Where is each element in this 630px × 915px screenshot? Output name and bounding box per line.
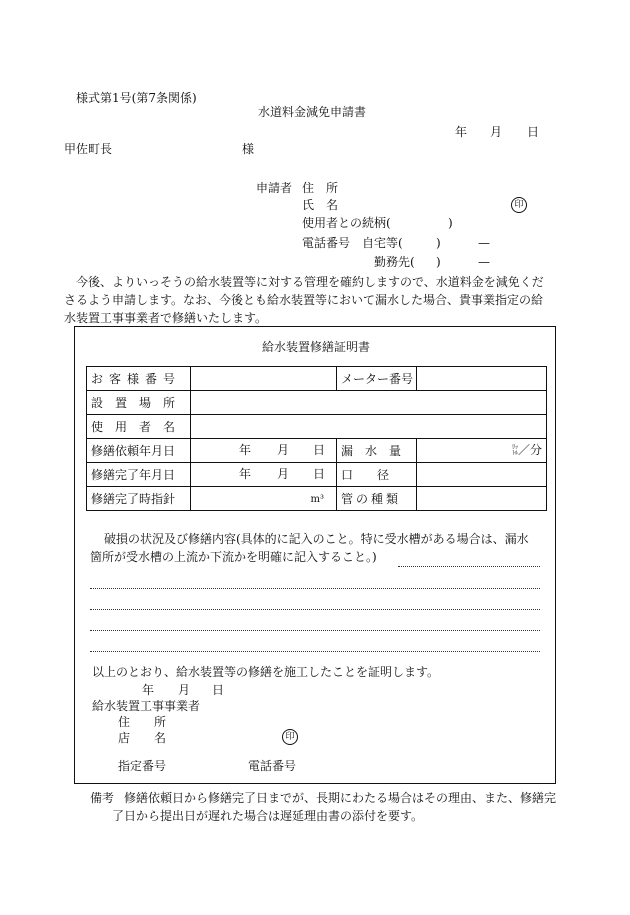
- customer-no-label: お客様番号: [87, 367, 191, 391]
- diameter-field[interactable]: [417, 463, 547, 487]
- pipe-type-label: 管の種類: [337, 487, 417, 511]
- damage-description-line-2: 箇所が受水槽の上流か下流かを明確に記入すること。): [90, 550, 377, 564]
- user-field[interactable]: [191, 415, 547, 439]
- contractor-phone-label: 電話番号: [248, 759, 297, 773]
- leak-amount-field[interactable]: [417, 439, 547, 463]
- contractor-label: 給水装置工事事業者: [92, 699, 201, 713]
- request-year: 年: [239, 442, 252, 457]
- body-line-1: 今後、よりいっそうの給水装置等に対する管理を確約しますので、水道料金を減免くだ: [76, 275, 544, 289]
- table-row: [87, 463, 547, 487]
- pipe-type-field[interactable]: [417, 487, 547, 511]
- cert-date-year: 年: [142, 683, 155, 697]
- unit-per-minute: ／分: [517, 443, 542, 458]
- complete-day: 日: [313, 466, 326, 481]
- meter-reading-field[interactable]: [191, 487, 337, 511]
- damage-write-line-2[interactable]: [90, 588, 540, 589]
- complete-date-label: 修繕完了年月日: [87, 463, 191, 487]
- repair-table: [86, 366, 547, 511]
- note-line-1: 修繕依頼日から修繕完了日までが、長期にわたる場合はその理由、また、修繕完: [124, 791, 557, 805]
- user-label: 使用者名: [87, 415, 191, 439]
- table-row: [87, 439, 547, 463]
- request-date-label: 修繕依頼年月日: [87, 439, 191, 463]
- body-line-3: 水装置工事事業者で修繕いたします。: [64, 311, 268, 325]
- work-dash: —: [478, 255, 490, 269]
- location-field[interactable]: [191, 391, 547, 415]
- table-row: [87, 367, 547, 391]
- contractor-seal-icon: 印: [282, 729, 298, 745]
- work-close: ): [436, 255, 441, 269]
- meter-no-label: メーター番号: [337, 367, 417, 391]
- damage-write-line-1[interactable]: [398, 566, 540, 567]
- request-date-field[interactable]: [191, 439, 337, 463]
- location-label: 設置場所: [87, 391, 191, 415]
- cert-date-day: 日: [212, 683, 225, 697]
- diameter-label: 口 径: [337, 463, 417, 487]
- table-row: [87, 415, 547, 439]
- body-line-2: さるよう申請します。なお、今後とも給水装置等において漏水した場合、貴事業指定の給: [64, 293, 544, 307]
- request-day: 日: [313, 442, 326, 457]
- customer-no-field[interactable]: [191, 367, 337, 391]
- table-row: [87, 391, 547, 415]
- designated-no-label: 指定番号: [118, 759, 167, 773]
- phone-label: 電話番号: [302, 236, 351, 250]
- page-title: 水道料金減免申請書: [258, 105, 367, 119]
- complete-month: 月: [277, 466, 290, 481]
- applicant-name-label: 氏 名: [302, 198, 339, 212]
- unit-cubic-meter: m³: [310, 494, 324, 505]
- home-dash: —: [478, 236, 490, 250]
- damage-write-line-3[interactable]: [90, 609, 540, 610]
- damage-description-line-1: 破損の状況及び修繕内容(具体的に記入のこと。特に受水槽がある場合は、漏水: [104, 532, 529, 546]
- applicant-address-label: 住 所: [302, 181, 339, 195]
- certificate-title: 給水装置修繕証明書: [262, 340, 371, 354]
- relation-open: 使用者との続柄(: [302, 216, 391, 230]
- date-day-label: 日: [527, 125, 540, 139]
- contractor-shop-label: 店 名: [118, 731, 167, 745]
- request-month: 月: [277, 442, 290, 457]
- applicant-label: 申請者: [256, 181, 293, 195]
- complete-date-field[interactable]: [191, 463, 337, 487]
- cert-date-month: 月: [178, 683, 191, 697]
- certification-statement: 以上のとおり、給水装置等の修繕を施工したことを証明します。: [92, 665, 440, 679]
- leak-amount-label: 漏 水 量: [337, 439, 417, 463]
- damage-write-line-5[interactable]: [90, 651, 540, 652]
- contractor-address-label: 住 所: [118, 715, 167, 729]
- unit-liter-bottom: ﾄﾙ: [511, 449, 518, 457]
- meter-reading-label: 修繕完了時指針: [87, 487, 191, 511]
- table-row: [87, 487, 547, 511]
- form-code: 様式第1号(第7条関係): [76, 91, 197, 105]
- relation-close: ): [448, 216, 453, 230]
- meter-no-field[interactable]: [417, 367, 547, 391]
- date-month-label: 月: [490, 125, 503, 139]
- seal-icon: 印: [511, 197, 527, 213]
- date-year-label: 年: [455, 125, 468, 139]
- complete-year: 年: [239, 466, 252, 481]
- addressee-name: 甲佐町長: [64, 142, 113, 156]
- home-close: ): [436, 236, 441, 250]
- unit-liter-top: ﾘｯ: [511, 443, 518, 451]
- home-open: 自宅等(: [362, 236, 403, 250]
- addressee-honorific: 様: [242, 142, 255, 156]
- note-label: 備考: [90, 791, 115, 805]
- note-line-2: 了日から提出日が遅れた場合は遅延理由書の添付を要す。: [112, 809, 424, 823]
- damage-write-line-4[interactable]: [90, 630, 540, 631]
- work-open: 勤務先(: [374, 255, 415, 269]
